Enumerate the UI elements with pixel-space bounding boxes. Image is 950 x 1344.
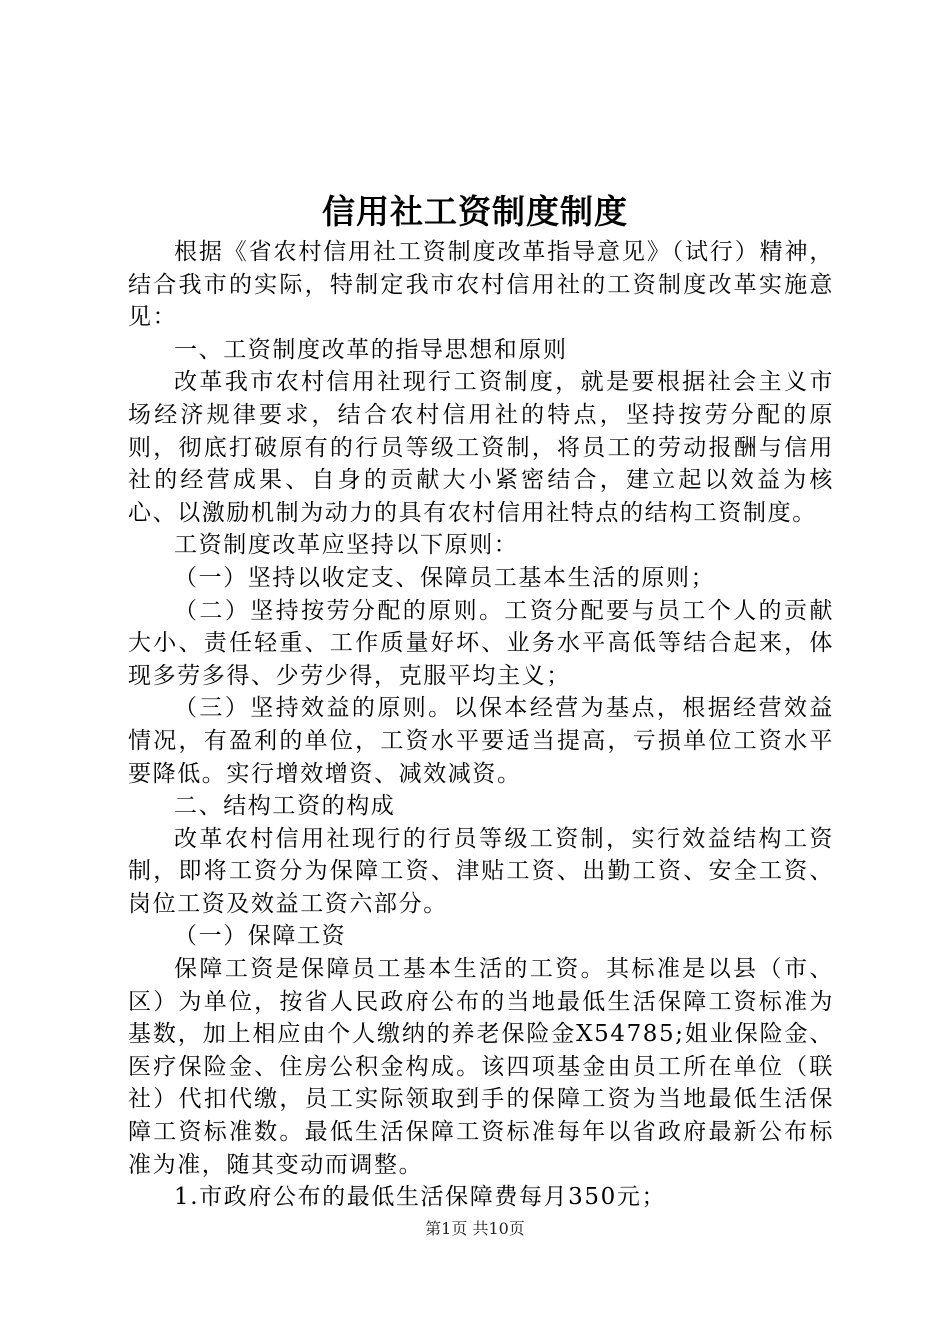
paragraph-reform: 改革我市农村信用社现行工资制度，就是要根据社会主义市场经济规律要求，结合农村信用社的特点，坚持按劳分配的原则，彻底打破原有的行员等级工资制，将员工的劳动报酬与信用社的经营成果、自身的贡献大小紧密结合，建立起以效益为核心、以激励机制为动力的具有农村信用社特点的结构工资制度。	[128, 369, 834, 526]
paragraph-intro: 根据《省农村信用社工资制度改革指导意见》（试行）精神，结合我市的实际，特制定我市农村信用社的工资制度改革实施意见：	[128, 239, 834, 331]
principle-3: （三）坚持效益的原则。以保本经营为基点，根据经营效益情况，有盈利的单位，工资水平要适当提高，亏损单位工资水平要降低。实行增效增资、减效减资。	[128, 695, 834, 787]
principle-2: （二）坚持按劳分配的原则。工资分配要与员工个人的贡献大小、责任轻重、工作质量好坏、业务水平高低等结合起来，体现多劳多得、少劳少得，克服平均主义；	[128, 597, 834, 689]
subsection-heading-1: （一）保障工资	[174, 923, 347, 950]
principle-1: （一）坚持以收定支、保障员工基本生活的原则；	[174, 564, 716, 591]
paragraph-principles-intro: 工资制度改革应坚持以下原则：	[174, 532, 519, 559]
section-heading-1: 一、工资制度改革的指导思想和原则	[174, 336, 568, 363]
page-footer: 第1页 共10页	[425, 1219, 525, 1238]
list-item-1: 1.市政府公布的最低生活保障费每月350元；	[174, 1184, 667, 1211]
paragraph-basic-wage: 保障工资是保障员工基本生活的工资。其标准是以县（市、区）为单位，按省人民政府公布的当地最低生活保障工资标准为基数，加上相应由个人缴纳的养老保险金X54785;姐业保险金、医疗保险金、住房公积金构成。该四项基金由员工所在单位（联社）代扣代缴，员工实际领取到手的保障工资为当地最低生活保障工资标准数。最低生活保障工资标准每年以省政府最新公布标准为准，随其变动而调整。	[128, 956, 834, 1178]
document-title: 信用社工资制度制度	[322, 192, 628, 231]
document-body	[128, 236, 834, 1214]
section-heading-2: 二、结构工资的构成	[174, 793, 396, 820]
paragraph-structure: 改革农村信用社现行的行员等级工资制，实行效益结构工资制，即将工资分为保障工资、津贴工资、出勤工资、安全工资、岗位工资及效益工资六部分。	[128, 825, 834, 917]
